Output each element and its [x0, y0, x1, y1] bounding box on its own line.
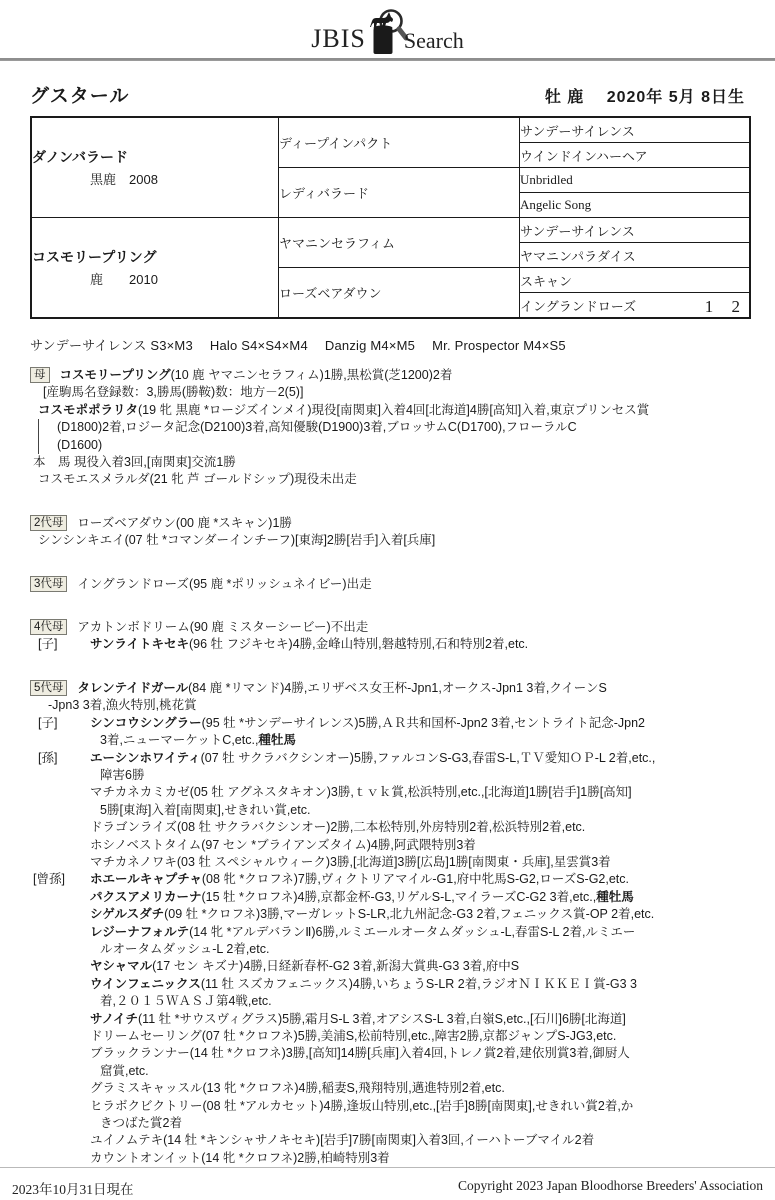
- pedigree-note-line: [30, 854, 745, 871]
- pedigree-notes: [30, 367, 745, 1167]
- copyright-text: Copyright 2023 Japan Bloodhorse Breeders' Association: [457, 1178, 763, 1194]
- horse-name: 種牡馬: [258, 733, 296, 748]
- sire-dam-cell: レディバラード: [279, 168, 520, 218]
- note-text: (95 牡 *サンデーサイレンス)5勝,ＡＲ共和国杯-Jpn2 3着,セントライト記念-Jpn2: [201, 715, 645, 730]
- pedigree-note-line: [30, 576, 745, 593]
- pedigree-table: [30, 116, 751, 319]
- note-text: ホシノベストタイム(97 セン *ブライアンズタイム)4勝,阿武隈特別3着: [90, 837, 476, 852]
- note-text: 本 馬 現役入着3回,[南関東]交流1勝: [33, 455, 236, 470]
- horse-name: 種牡馬: [596, 889, 634, 904]
- generation-label: 母: [30, 367, 50, 383]
- ancestor-cell: スキャン: [520, 268, 751, 293]
- pedigree-note-line: [30, 532, 745, 549]
- page-title: グスタール: [30, 86, 130, 107]
- pedigree-note-line: [30, 1150, 745, 1167]
- dam-sire-cell: ヤマニンセラフィム: [279, 218, 520, 268]
- inbreeding-summary: サンデーサイレンス S3×M3 Halo S4×S4×M4 Danzig M4×M5 Mr. Prospector M4×S5: [30, 338, 566, 353]
- horse-name: ホエールキャプチャ: [90, 872, 202, 887]
- pedigree-note-line: [30, 471, 745, 488]
- horse-header: [30, 81, 745, 108]
- ancestor-cell: サンデーサイレンス: [520, 117, 751, 143]
- pedigree-note-line: [30, 889, 745, 906]
- horse-name: シゲルスダチ: [90, 907, 165, 922]
- generation-label: 2代母: [30, 515, 67, 531]
- pedigree-note-line: [30, 906, 745, 923]
- pedigree-note-line: [30, 837, 745, 854]
- note-text: (96 牡 フジキセキ)4勝,金峰山特別,磐越特別,石和特別2着,etc.: [189, 637, 529, 652]
- horse-name: ウインフェニックス: [90, 976, 201, 991]
- logo-area: [0, 0, 775, 52]
- note-text: コスモエスメラルダ(21 牝 芦 ゴールドシップ)現役未出走: [38, 472, 357, 487]
- note-text: 窟賞,etc.: [100, 1063, 149, 1078]
- sire-cell: [31, 117, 279, 218]
- note-text: (15 牡 *クロフネ)4勝,京都金杯-G3,リゲルS-L,マイラーズC-G2 3着,etc.,: [201, 889, 597, 904]
- pedigree-note-line: [38, 437, 745, 454]
- note-text: ヒラボクビクトリー(08 牡 *アルカセット)4勝,逢坂山特別,etc.,[岩手]8勝[南関東],せきれい賞2着,か: [90, 1098, 634, 1113]
- note-text: マチカネノワキ(03 牡 スペシャルウィーク)3勝,[北海道]3勝[広島]1勝[南関東・兵庫],星雲賞3着: [90, 854, 611, 869]
- ancestor-cell: Unbridled: [520, 168, 751, 193]
- ancestor-cell: ウインドインハーヘア: [520, 143, 751, 168]
- generation-label: 4代母: [30, 619, 67, 635]
- horse-name: エーシンホワイティ: [90, 750, 201, 765]
- ancestor-cell: サンデーサイレンス: [520, 218, 751, 243]
- pedigree-note-line: [30, 454, 745, 471]
- relation-label: [曾孫]: [33, 872, 65, 887]
- note-text: ルオータムダッシュ-L 2着,etc.: [100, 941, 270, 956]
- pedigree-note-line: [30, 697, 745, 714]
- horse-name: コスモポポラリタ: [38, 402, 139, 417]
- pedigree-note-line: [30, 941, 745, 958]
- pedigree-note-line: [30, 784, 745, 801]
- page-marker: 1 2: [704, 296, 747, 316]
- dam-coat-year: 鹿 2010: [90, 272, 158, 287]
- note-text: (07 牡 サクラバクシンオー)5勝,ファルコンS-G3,春雷S-L,ＴＶ愛知ＯＰ-L 2着,etc.,: [200, 750, 656, 765]
- sire-name: ダノンバラード: [32, 149, 129, 165]
- dam-name: コスモリープリング: [32, 249, 157, 265]
- horse-name: レジーナフォルテ: [90, 924, 190, 939]
- ancestor-name: イングランドローズ: [520, 298, 637, 314]
- sire-coat-year: 黒鹿 2008: [90, 172, 158, 187]
- generation-label: 5代母: [30, 680, 67, 696]
- note-text: アカトンボドリーム(90 鹿 ミスターシービー)不出走: [77, 620, 369, 635]
- pedigree-note-line: [30, 819, 745, 836]
- note-text: ローズベアダウン(00 鹿 *スキャン)1勝: [77, 515, 292, 530]
- generation-label: 3代母: [30, 576, 67, 592]
- horse-name: コスモリープリング: [59, 368, 171, 382]
- relation-label: [子]: [38, 715, 58, 730]
- pedigree-note-line: [30, 767, 745, 784]
- note-text: (11 牡 スズカフェニックス)4勝,いちょうS-LR 2着,ラジオＮＩＫＫＥＩ賞-G3 3: [200, 976, 637, 991]
- note-text: きつばた賞2着: [100, 1116, 182, 1131]
- note-text: グラミスキャッスル(13 牝 *クロフネ)4勝,稲妻S,飛翔特別,邁進特別2着,etc.: [90, 1081, 505, 1096]
- note-text: 障害6勝: [100, 767, 145, 782]
- data-current-date: 2023年10月31日現在: [12, 1182, 134, 1198]
- pedigree-note-line: [38, 419, 745, 436]
- horse-name: サノイチ: [90, 1011, 139, 1026]
- note-text: 3着,ニューマーケットC,etc.,: [100, 733, 259, 748]
- horse-magnifier-icon: [364, 8, 408, 56]
- pedigree-note-line: [30, 871, 745, 888]
- note-text: イングランドローズ(95 鹿 *ポリッシュネイビー)出走: [77, 576, 372, 591]
- logo-search-text: Search: [403, 28, 464, 53]
- dam-cell: [31, 218, 279, 319]
- pedigree-note-line: [30, 732, 745, 749]
- note-text: (11 牡 *サウスヴィグラス)5勝,霜月S-L 3着,オアシスS-L 3着,白嶺S,etc.,[石川]6勝[北海道]: [138, 1011, 626, 1026]
- pedigree-note-line: [30, 636, 745, 653]
- dam-dam-cell: ローズベアダウン: [279, 268, 520, 319]
- pedigree-note-line: [30, 802, 745, 819]
- note-text: -Jpn3 3着,漁火特別,桃花賞: [48, 698, 197, 713]
- pedigree-note-line: [30, 1011, 745, 1028]
- sire-sire-cell: ディープインパクト: [279, 117, 520, 168]
- horse-name: パクスアメリカーナ: [90, 889, 202, 904]
- note-text: ドラゴンライズ(08 牡 サクラバクシンオー)2勝,二本松特別,外房特別2着,松浜特別2着,etc.: [90, 820, 586, 835]
- pedigree-note-line: [30, 976, 745, 993]
- pedigree-note-line: [30, 619, 745, 636]
- horse-name: サンライトキセキ: [90, 637, 190, 652]
- note-text: 着,２０１５ＷＡＳＪ第4戦,etc.: [100, 994, 272, 1009]
- note-text: シンシンキエイ(07 牡 *コマンダーインチーフ)[東海]2勝[岩手]入着[兵庫]: [38, 533, 436, 548]
- note-text: (08 牝 *クロフネ)7勝,ヴィクトリアマイル-G1,府中牝馬S-G2,ローズS-G2,etc.: [201, 872, 629, 887]
- pedigree-note-line: [30, 958, 745, 975]
- note-text: [産駒馬名登録数：3,勝馬(勝鞍)数：地方－2(5)]: [43, 385, 304, 400]
- horse-name: タレンテイドガール: [77, 680, 189, 695]
- pedigree-note-line: [30, 515, 745, 532]
- pedigree-note-line: [30, 924, 745, 941]
- note-text: ブラックランナー(14 牡 *クロフネ)3勝,[高知]14勝[兵庫]入着4回,トレノ賞2着,建依別賞3着,御厨人: [90, 1046, 630, 1061]
- logo-jbis-text: JBIS: [311, 24, 366, 53]
- relation-label: [子]: [38, 637, 58, 652]
- note-text: (D1600): [57, 437, 103, 452]
- pedigree-note-line: [30, 1028, 745, 1045]
- pedigree-note-line: [30, 993, 745, 1010]
- note-text: ユイノムテキ(14 牡 *キンシャサノキセキ)[岩手]7勝[南関東]入着3回,イーハトーブマイル2着: [90, 1133, 595, 1148]
- pedigree-note-line: [30, 1098, 745, 1115]
- note-text: (D1800)2着,ロジータ記念(D2100)3着,高知優駿(D1900)3着,ブロッサムC(D1700),フローラルC: [57, 420, 577, 435]
- jbis-search-logo: [311, 8, 463, 52]
- pedigree-note-line: [30, 1063, 745, 1080]
- pedigree-note-line: [30, 715, 745, 732]
- relation-label: [孫]: [38, 750, 58, 765]
- pedigree-note-line: [30, 1132, 745, 1149]
- note-text: マチカネカミカゼ(05 牡 アグネスタキオン)3勝,ｔｖｋ賞,松浜特別,etc.,[北海道]1勝[岩手]1勝[高知]: [90, 785, 632, 800]
- pedigree-note-line: [30, 750, 745, 767]
- note-text: ドリームセーリング(07 牡 *クロフネ)5勝,美浦S,松前特別,etc.,障害2勝,京都ジャンプS-JG3,etc.: [90, 1029, 617, 1043]
- page-footer: [0, 1167, 775, 1200]
- note-text: (14 牝 *アルデバランⅡ)6勝,ルミエールオータムダッシュ-L,春雷S-L 2着,ルミエー: [189, 924, 636, 939]
- pedigree-note-line: [30, 1115, 745, 1132]
- pedigree-note-line: [30, 384, 745, 401]
- pedigree-note-line: [30, 1045, 745, 1062]
- note-text: (19 牝 黒鹿 *ロージズインメイ)現役[南関東]入着4回[北海道]4勝[高知]入着,東京プリンセス賞: [138, 402, 650, 417]
- horse-sex-coat-birthdate: 牡 鹿 2020年 5月 8日生: [544, 89, 745, 106]
- pedigree-note-line: [30, 367, 745, 384]
- pedigree-note-line: [30, 402, 745, 419]
- note-text: (09 牡 *クロフネ)3勝,マーガレットS-LR,北九州記念-G3 2着,フェニックス賞-OP 2着,etc.: [164, 907, 655, 922]
- horse-name: ヤシャマル: [90, 959, 153, 974]
- ancestor-cell: ヤマニンパラダイス: [520, 243, 751, 268]
- pedigree-note-line: [30, 1080, 745, 1097]
- note-text: カウントオンイット(14 牝 *クロフネ)2勝,柏崎特別3着: [90, 1150, 390, 1165]
- horse-name: シンコウシングラー: [90, 715, 202, 730]
- note-text: 5勝[東海]入着[南関東],せきれい賞,etc.: [100, 802, 311, 817]
- note-text: (17 セン キズナ)4勝,日経新春杯-G2 3着,新潟大賞典-G3 3着,府中S: [152, 959, 520, 974]
- note-text: (10 鹿 ヤマニンセラフィム)1勝,黒松賞(芝1200)2着: [170, 368, 453, 382]
- ancestor-cell: Angelic Song: [520, 193, 751, 218]
- pedigree-note-line: [30, 680, 745, 697]
- note-text: (84 鹿 *リマンド)4勝,エリザベス女王杯-Jpn1,オークス-Jpn1 3着,クイーンS: [188, 680, 607, 695]
- ancestor-cell: [520, 293, 751, 319]
